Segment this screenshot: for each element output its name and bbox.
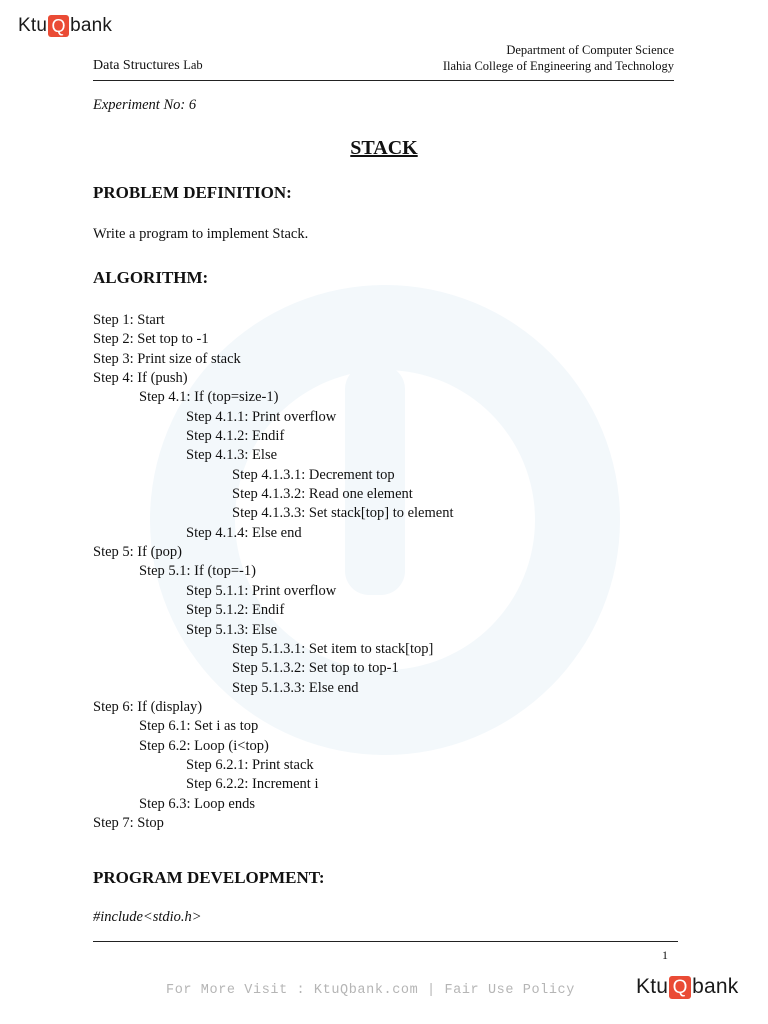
course-main: Data Structures	[93, 58, 180, 73]
algorithm-step: Step 3: Print size of stack	[93, 350, 241, 367]
algorithm-step: Step 4.1.3.2: Read one element	[232, 486, 413, 503]
algorithm-step: Step 1: Start	[93, 312, 165, 328]
logo-text-before: Ktu	[636, 975, 669, 998]
algorithm-step: Step 6.2: Loop (i<top)	[139, 737, 269, 754]
algorithm-step: Step 4.1.3.3: Set stack[top] to element	[232, 505, 454, 522]
algorithm-step: Step 5.1.3.2: Set top to top-1	[232, 660, 399, 677]
algorithm-step: Step 5: If (pop)	[93, 544, 182, 561]
algorithm-step: Step 7: Stop	[93, 814, 164, 831]
page-title: STACK	[350, 137, 418, 159]
algorithm-step: Step 6: If (display)	[93, 698, 203, 715]
algorithm-step: Step 5.1.3.3: Else end	[232, 679, 359, 696]
algorithm-step: Step 5.1.3: Else	[186, 621, 278, 638]
logo-text-before: Ktu	[18, 15, 48, 36]
footer-visit-text[interactable]: For More Visit : KtuQbank.com | Fair Use Policy	[166, 983, 575, 998]
algorithm-heading: ALGORITHM:	[93, 268, 209, 287]
algorithm-step: Step 6.2.2: Increment i	[186, 776, 319, 793]
algorithm-step: Step 4.1.3.1: Decrement top	[232, 466, 395, 483]
page-number: 1	[662, 948, 668, 962]
algorithm-step: Step 2: Set top to -1	[93, 331, 209, 348]
logo-q-badge: Q	[669, 976, 691, 999]
algorithm-step: Step 5.1: If (top=-1)	[139, 563, 256, 580]
experiment-number: Experiment No: 6	[93, 97, 197, 113]
problem-definition-text: Write a program to implement Stack.	[93, 226, 309, 242]
department-name: Department of Computer Science	[506, 43, 674, 57]
algorithm-step: Step 4.1.2: Endif	[186, 428, 285, 445]
logo-q-badge: Q	[48, 15, 69, 37]
header-divider	[93, 80, 674, 81]
algorithm-step: Step 6.1: Set i as top	[139, 718, 259, 735]
footer-divider	[93, 941, 678, 942]
code-include-line: #include<stdio.h>	[93, 909, 202, 925]
algorithm-steps	[93, 311, 454, 833]
program-development-heading: PROGRAM DEVELOPMENT:	[93, 868, 325, 887]
logo-text-after: bank	[70, 15, 113, 36]
algorithm-step: Step 4.1: If (top=size-1)	[139, 389, 279, 406]
course-suffix: Lab	[183, 58, 203, 72]
course-name	[93, 58, 203, 74]
algorithm-step: Step 4.1.4: Else end	[186, 524, 302, 541]
algorithm-step: Step 4.1.3: Else	[186, 447, 278, 464]
algorithm-step: Step 5.1.3.1: Set item to stack[top]	[232, 640, 434, 657]
logo-text-after: bank	[692, 975, 739, 998]
ktuqbank-logo-bottom[interactable]	[636, 975, 738, 999]
algorithm-step: Step 6.3: Loop ends	[139, 795, 255, 812]
institution-block	[443, 42, 674, 74]
ktuqbank-logo-top[interactable]	[18, 15, 112, 37]
algorithm-step: Step 4: If (push)	[93, 370, 188, 387]
algorithm-step: Step 6.2.1: Print stack	[186, 756, 314, 773]
algorithm-step: Step 4.1.1: Print overflow	[186, 408, 337, 425]
algorithm-step: Step 5.1.2: Endif	[186, 602, 285, 619]
problem-definition-heading: PROBLEM DEFINITION:	[93, 183, 292, 202]
college-name: Ilahia College of Engineering and Technology	[442, 59, 674, 73]
algorithm-step: Step 5.1.1: Print overflow	[186, 582, 337, 599]
